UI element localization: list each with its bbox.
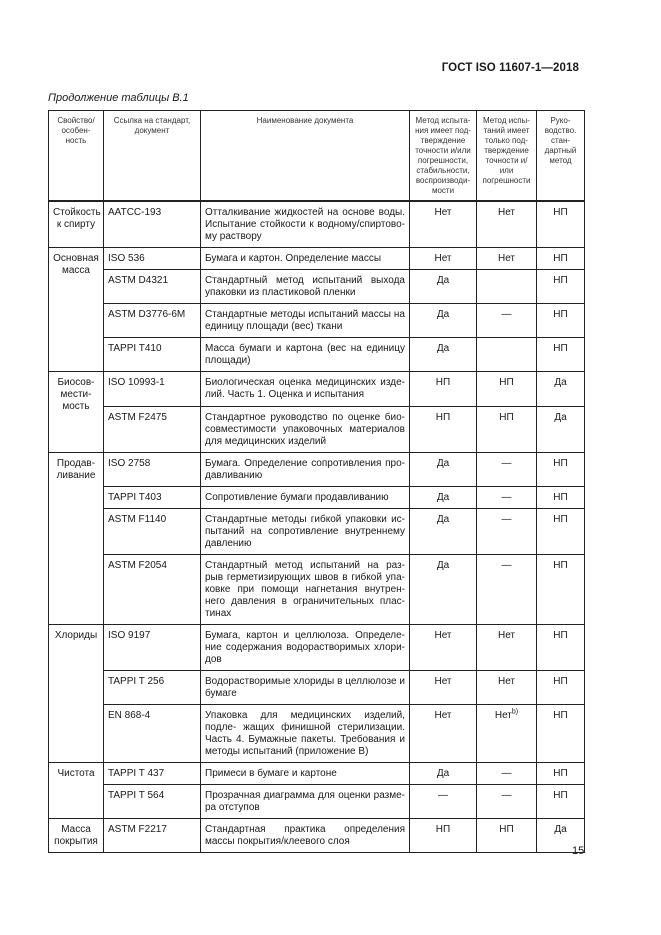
guide-cell: НП: [537, 338, 585, 372]
document-name-cell: Стандартное руководство по оценке био- совместимости упаковочных материалов для медицинских изделий: [201, 407, 410, 453]
reference-cell: TAPPI T410: [104, 338, 201, 372]
precision-only-cell: —: [477, 763, 537, 785]
table-caption: Продолжение таблицы В.1: [48, 92, 189, 104]
table-row: [49, 509, 585, 555]
full-validation-cell: Да: [410, 555, 477, 625]
guide-cell: НП: [537, 509, 585, 555]
full-validation-cell: Нет: [410, 248, 477, 270]
full-validation-cell: НП: [410, 407, 477, 453]
guide-cell: НП: [537, 453, 585, 487]
reference-cell: ASTM D3776-6M: [104, 304, 201, 338]
precision-only-cell: [477, 705, 537, 763]
reference-cell: AATCC-193: [104, 201, 201, 248]
standard-designation: ГОСТ ISO 11607-1—2018: [441, 62, 579, 74]
document-name-cell: Примеси в бумаге и картоне: [201, 763, 410, 785]
document-name-cell: Водорастворимые хлориды в целлюлозе и бумаге: [201, 671, 410, 705]
precision-only-cell: —: [477, 785, 537, 819]
column-header-property: Свойство/ особен- ность: [49, 111, 104, 202]
reference-cell: TAPPI T403: [104, 487, 201, 509]
reference-cell: ASTM D4321: [104, 270, 201, 304]
guide-cell: НП: [537, 671, 585, 705]
precision-only-cell: Нет: [477, 625, 537, 671]
full-validation-cell: НП: [410, 372, 477, 407]
guide-cell: НП: [537, 487, 585, 509]
guide-cell: НП: [537, 201, 585, 248]
reference-cell: TAPPI T 437: [104, 763, 201, 785]
document-name-cell: Бумага, картон и целлюлоза. Определе- ние содержания водорастворимых хлори- дов: [201, 625, 410, 671]
guide-cell: НП: [537, 705, 585, 763]
document-name-cell: Стандартные методы испытаний массы на единицу площади (вес) ткани: [201, 304, 410, 338]
full-validation-cell: НП: [410, 819, 477, 853]
guide-cell: НП: [537, 763, 585, 785]
document-name-cell: Стандартная практика определения массы покрытия/клеевого слоя: [201, 819, 410, 853]
table-row: [49, 487, 585, 509]
document-name-cell: Масса бумаги и картона (вес на единицу площади): [201, 338, 410, 372]
full-validation-cell: Да: [410, 487, 477, 509]
precision-only-cell: —: [477, 453, 537, 487]
full-validation-cell: Нет: [410, 671, 477, 705]
guide-cell: НП: [537, 304, 585, 338]
precision-only-cell: —: [477, 304, 537, 338]
document-name-cell: Стандартные методы гибкой упаковки ис- пытаний на сопротивление внутреннему давлению: [201, 509, 410, 555]
precision-only-cell: Нет: [477, 248, 537, 270]
table-row: [49, 671, 585, 705]
property-cell: Продав- ливание: [49, 453, 104, 625]
reference-cell: ISO 536: [104, 248, 201, 270]
precision-only-cell: —: [477, 487, 537, 509]
table-row: [49, 372, 585, 407]
guide-cell: НП: [537, 625, 585, 671]
property-cell: Масса покрытия: [49, 819, 104, 853]
property-cell: Биосов- мести- мость: [49, 372, 104, 453]
document-name-cell: Прозрачная диаграмма для оценки разме- ра отступов: [201, 785, 410, 819]
standards-table: [48, 110, 585, 853]
full-validation-cell: Нет: [410, 201, 477, 248]
column-header-guide: Руко- водство. стан- дартный метод: [537, 111, 585, 202]
precision-only-cell: НП: [477, 372, 537, 407]
table-row: [49, 555, 585, 625]
document-name-cell: Стандартный метод испытаний выхода упаковки из пластиковой пленки: [201, 270, 410, 304]
property-cell: Основная масса: [49, 248, 104, 372]
table-row: [49, 338, 585, 372]
property-cell: Чистота: [49, 763, 104, 819]
full-validation-cell: Да: [410, 763, 477, 785]
table-row: [49, 270, 585, 304]
document-name-cell: Упаковка для медицинских изделий, подле- жащих финишной стерилизации. Часть 4. Бумажные пакеты. Требования и методы испытаний (приложение В): [201, 705, 410, 763]
guide-cell: НП: [537, 785, 585, 819]
full-validation-cell: Да: [410, 453, 477, 487]
document-name-cell: Сопротивление бумаги продавливанию: [201, 487, 410, 509]
precision-only-cell: [477, 338, 537, 372]
property-cell: Хлориды: [49, 625, 104, 763]
document-name-cell: Биологическая оценка медицинских изде- лий. Часть 1. Оценка и испытания: [201, 372, 410, 407]
precision-only-cell: Нет: [477, 201, 537, 248]
guide-cell: Да: [537, 407, 585, 453]
document-name-cell: Отталкивание жидкостей на основе воды. Испытание стойкости к водному/спиртово- му раствору: [201, 201, 410, 248]
table-row: [49, 407, 585, 453]
full-validation-cell: Да: [410, 270, 477, 304]
reference-cell: ASTM F1140: [104, 509, 201, 555]
full-validation-cell: Да: [410, 338, 477, 372]
precision-only-cell: НП: [477, 407, 537, 453]
guide-cell: НП: [537, 270, 585, 304]
table-row: [49, 248, 585, 270]
reference-cell: ISO 2758: [104, 453, 201, 487]
column-header-reference: Ссылка на стандарт, документ: [104, 111, 201, 202]
reference-cell: ASTM F2217: [104, 819, 201, 853]
table-row: [49, 785, 585, 819]
guide-cell: НП: [537, 555, 585, 625]
reference-cell: TAPPI T 564: [104, 785, 201, 819]
column-header-full-validation: Метод испыта- ния имеет под- тверждение точности и/или погрешности, стабильности, воспроизводи- мости: [410, 111, 477, 202]
document-name-cell: Стандартный метод испытаний на раз- рыв герметизирующих швов в гибкой упа- ковке при помощи нагнетания внутрен- него давления в ограничительных плас- тинах: [201, 555, 410, 625]
table-header-row: [49, 111, 585, 202]
table-row: [49, 625, 585, 671]
guide-cell: Да: [537, 372, 585, 407]
reference-cell: EN 868-4: [104, 705, 201, 763]
document-name-cell: Бумага и картон. Определение массы: [201, 248, 410, 270]
precision-only-cell: Нет: [477, 671, 537, 705]
reference-cell: ISO 10993-1: [104, 372, 201, 407]
precision-only-cell: [477, 270, 537, 304]
precision-only-cell: —: [477, 509, 537, 555]
guide-cell: НП: [537, 248, 585, 270]
column-header-precision-only: Метод испы- таний имеет только под- тверждение точности и/или погрешности: [477, 111, 537, 202]
table-row: [49, 763, 585, 785]
table-row: [49, 453, 585, 487]
table-row: [49, 705, 585, 763]
page-number: 15: [572, 845, 585, 857]
table-row: [49, 304, 585, 338]
table-row: [49, 201, 585, 248]
table-row: [49, 819, 585, 853]
reference-cell: ASTM F2054: [104, 555, 201, 625]
precision-only-value: Нет: [494, 710, 512, 721]
precision-only-cell: —: [477, 555, 537, 625]
guide-cell: Да: [537, 819, 585, 853]
precision-only-cell: НП: [477, 819, 537, 853]
footnote-marker: b): [511, 708, 519, 716]
full-validation-cell: Да: [410, 509, 477, 555]
reference-cell: ASTM F2475: [104, 407, 201, 453]
reference-cell: ISO 9197: [104, 625, 201, 671]
full-validation-cell: Нет: [410, 625, 477, 671]
column-header-document-name: Наименование документа: [201, 111, 410, 202]
full-validation-cell: Нет: [410, 705, 477, 763]
reference-cell: TAPPI T 256: [104, 671, 201, 705]
document-name-cell: Бумага. Определение сопротивления про- давливанию: [201, 453, 410, 487]
full-validation-cell: Да: [410, 304, 477, 338]
full-validation-cell: —: [410, 785, 477, 819]
property-cell: Стойкость к спирту: [49, 201, 104, 248]
